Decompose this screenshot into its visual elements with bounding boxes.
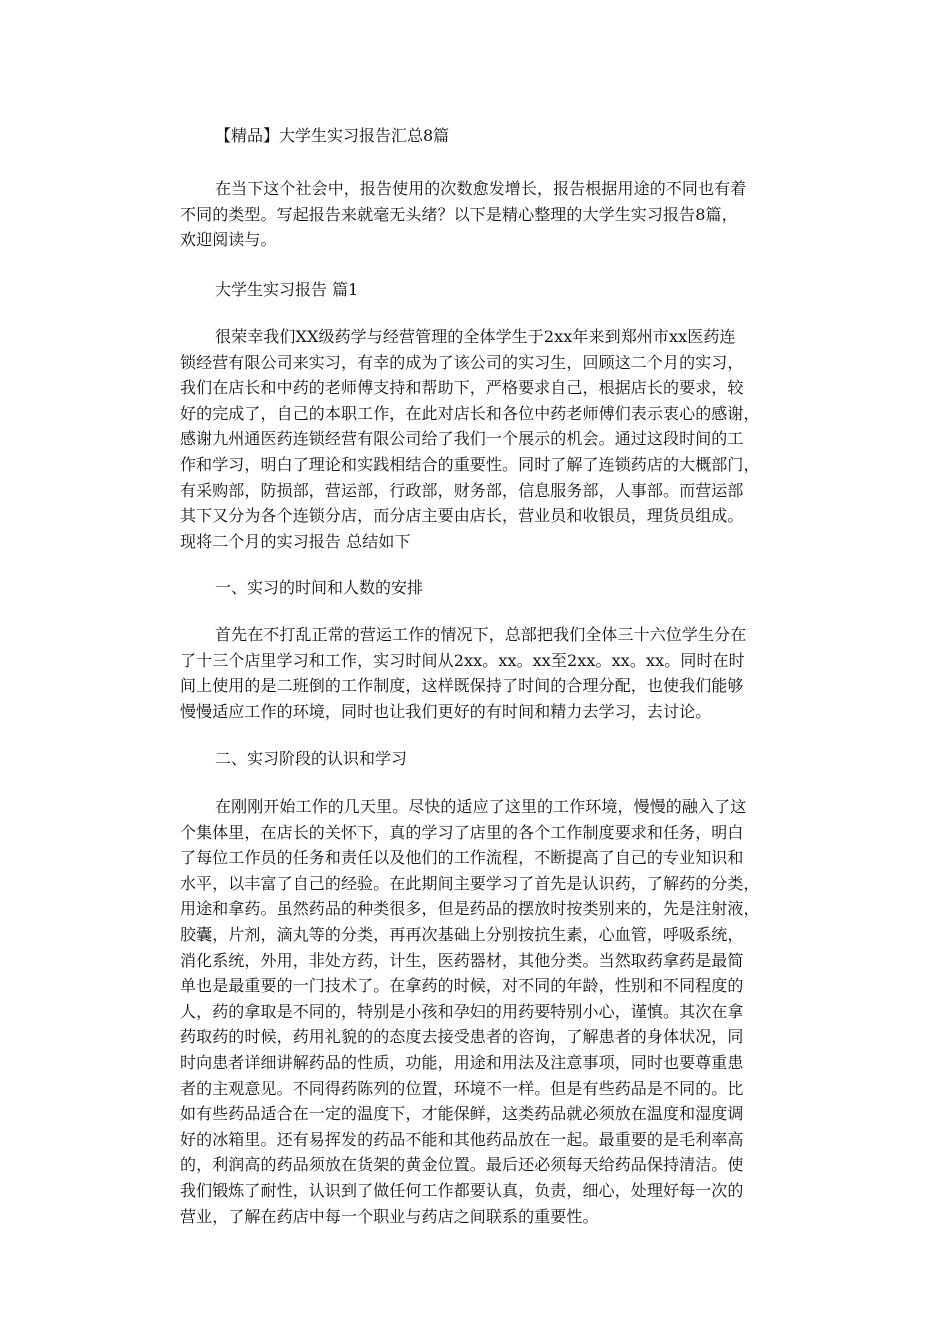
intro-paragraph <box>180 176 800 253</box>
paragraph-line: 人，药的拿取是不同的，特别是小孩和孕妇的用药要特别小心，谨慎。其次在拿 <box>180 1001 744 1021</box>
paragraph-line: 间上使用的是二班倒的工作制度，这样既保持了时间的合理分配，也使我们能够 <box>180 676 744 696</box>
paragraph-line: 消化系统，外用，非处方药，计生，医药器材，其他分类。当然取药拿药是最简 <box>180 950 744 970</box>
paragraph-line: 水平，以丰富了自己的经验。在此期间主要学习了首先是认识药，了解药的分类， <box>180 873 760 893</box>
paragraph-line: 好的冰箱里。还有易挥发的药品不能和其他药品放在一起。最重要的是毛利率高 <box>180 1129 744 1149</box>
paragraph-line: 很荣幸我们XX级药学与经营管理的全体学生于2xx年来到郑州市xx医药连 <box>215 327 736 346</box>
paragraph-line: 药取药的时候，药用礼貌的的态度去接受患者的咨询，了解患者的身体状况，同 <box>180 1027 744 1047</box>
paragraph-line: 锁经营有限公司来实习，有幸的成为了该公司的实习生，回顾这二个月的实习， <box>180 352 744 372</box>
paragraph-line: 个集体里，在店长的关怀下，真的学习了店里的各个工作制度要求和任务，明白 <box>180 822 744 842</box>
paragraph-line: 如有些药品适合在一定的温度下，才能保鲜，这类药品就必须放在温度和湿度调 <box>180 1104 744 1124</box>
paragraph-line: 现将二个月的实习报告 总结如下 <box>180 531 411 551</box>
paragraph-line: 用途和拿药。虽然药品的种类很多，但是药品的摆放时按类别来的，先是注射液， <box>180 899 760 919</box>
paragraph-line: 感谢九州通医药连锁经营有限公司给了我们一个展示的机会。通过这段时间的工 <box>180 429 744 449</box>
paragraph-line: 了每位工作员的任务和责任以及他们的工作流程，不断提高了自己的专业知识和 <box>180 848 744 868</box>
section-title: 大学生实习报告 篇1 <box>215 280 359 299</box>
paragraph-line: 在当下这个社会中，报告使用的次数愈发增长，报告根据用途的不同也有着 <box>215 179 747 198</box>
paragraph-line: 慢慢适应工作的环境，同时也让我们更好的有时间和精力去学习，去讨论。 <box>180 701 712 721</box>
paragraph-line: 时向患者详细讲解药品的性质，功能，用途和用法及注意事项，同时也要尊重患 <box>180 1052 744 1072</box>
paragraph-line: 者的主观意见。不同得药陈列的位置，环境不一样。但是有些药品是不同的。比 <box>180 1078 744 1098</box>
heading2-paragraph <box>180 794 800 1229</box>
paragraph-line: 好的完成了，自己的本职工作，在此对店长和各位中药老师傅们表示衷心的感谢， <box>180 403 760 423</box>
subsection-heading: 二、实习阶段的认识和学习 <box>215 749 408 768</box>
paragraph-line: 欢迎阅读与。 <box>180 230 277 250</box>
paragraph-line: 营业，了解在药店中每一个职业与药店之间联系的重要性。 <box>180 1206 599 1226</box>
document-title: 【精品】大学生实习报告汇总8篇 <box>215 126 450 145</box>
paragraph-line: 我们在店长和中药的老师傅支持和帮助下，严格要求自己，根据店长的要求，较 <box>180 378 744 398</box>
paragraph-line: 在刚刚开始工作的几天里。尽快的适应了这里的工作环境，慢慢的融入了这 <box>215 797 747 816</box>
paragraph-line: 胶囊，片剂，滴丸等的分类，再再次基础上分别按抗生素，心血管，呼吸系统， <box>180 924 744 944</box>
paragraph-line: 其下又分为各个连锁分店，而分店主要由店长，营业员和收银员，理货员组成。 <box>180 506 744 526</box>
paragraph-line: 的，利润高的药品须放在货架的黄金位置。最后还必须每天给药品保持清洁。使 <box>180 1155 744 1175</box>
paragraph-line: 我们锻炼了耐性，认识到了做任何工作都要认真，负责，细心，处理好每一次的 <box>180 1180 744 1200</box>
paragraph-line: 作和学习，明白了理论和实践相结合的重要性。同时了解了连锁药店的大概部门， <box>180 454 760 474</box>
paragraph-line: 了十三个店里学习和工作，实习时间从2xx。xx。xx至2xx。xx。xx。同时在时 <box>180 650 745 670</box>
paragraph-line: 单也是最重要的一门技术了。在拿药的时候，对不同的年龄，性别和不同程度的 <box>180 976 744 996</box>
subsection-heading: 一、实习的时间和人数的安排 <box>215 578 424 597</box>
section1-paragraph <box>180 324 800 554</box>
paragraph-line: 首先在不打乱正常的营运工作的情况下，总部把我们全体三十六位学生分在 <box>215 625 747 644</box>
heading1-paragraph <box>180 622 800 724</box>
paragraph-line: 有采购部，防损部，营运部，行政部，财务部，信息服务部，人事部。而营运部 <box>180 480 744 500</box>
paragraph-line: 不同的类型。写起报告来就毫无头绪？以下是精心整理的大学生实习报告8篇， <box>180 204 738 224</box>
